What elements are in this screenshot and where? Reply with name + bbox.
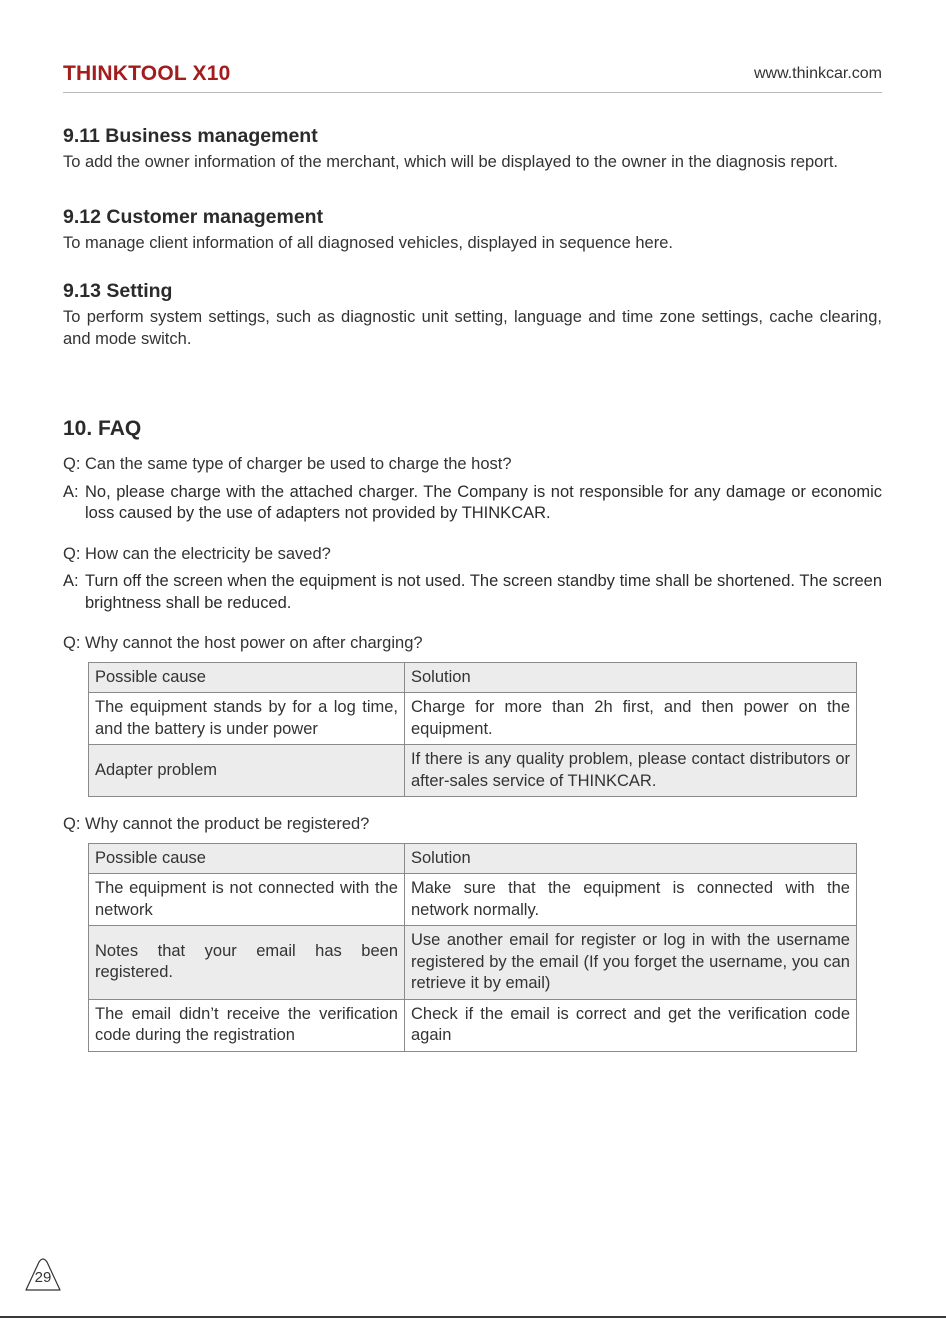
section-title: 9.11 Business management [63,125,318,147]
faq-answer: A: Turn off the screen when the equipment is not used. The screen standby time shall be shortened. The screen brightness shall be reduced. [63,572,882,612]
faq-item [63,454,882,525]
table-cell: Check if the email is correct and get the verification code again [405,999,857,1051]
table-header-cell: Possible cause [89,843,405,874]
faq-table-item [63,814,882,1052]
table-header-row [89,662,857,693]
section-body: To perform system settings, such as diagnostic unit setting, language and time zone settings, cache clearing, and mode switch. [63,308,882,348]
table-cell: Make sure that the equipment is connected with the network normally. [405,874,857,926]
table-row [89,693,857,745]
page-header [63,60,882,93]
faq-table-registration [88,843,857,1052]
bottom-divider [0,1316,946,1318]
table-row [89,874,857,926]
faq-table-item [63,633,882,797]
faq-question: Q: How can the electricity be saved? [63,544,331,563]
section-business-management [63,124,882,174]
faq-question: Q: Can the same type of charger be used to charge the host? [63,455,512,473]
table-cell: The equipment is not connected with the network [89,874,405,926]
table-header-cell: Solution [405,843,857,874]
section-title: 9.13 Setting [63,280,173,302]
table-cell: Notes that your email has been registered. [89,926,405,1000]
section-customer-management [63,205,882,255]
page-number-badge [22,1256,64,1294]
table-row [89,745,857,797]
table-header-cell: Solution [405,662,857,693]
faq-table-power [88,662,857,798]
table-cell: The equipment stands by for a log time, and the battery is under power [89,693,405,745]
table-cell: Charge for more than 2h first, and then power on the equipment. [405,693,857,745]
table-header-row [89,843,857,874]
section-title: 9.12 Customer management [63,205,324,228]
faq-title: 10. FAQ [63,417,142,440]
table-row [89,999,857,1051]
section-body: To add the owner information of the merchant, which will be displayed to the owner in the diagnosis report. [63,153,839,171]
table-cell: If there is any quality problem, please contact distributors or after-sales service of THINKCAR. [405,745,857,797]
faq-question: Q: Why cannot the product be registered? [63,815,370,833]
brand-title: THINKTOOL X10 [63,62,231,85]
page-content [63,124,882,1052]
faq-question: Q: Why cannot the host power on after charging? [63,634,423,652]
table-cell: The email didn’t receive the verification code during the registration [89,999,405,1051]
section-body: To manage client information of all diagnosed vehicles, displayed in sequence here. [63,233,673,252]
website-url: www.thinkcar.com [753,65,882,82]
page-number: 29 [34,1269,52,1286]
table-cell: Adapter problem [89,745,405,797]
faq-section [63,416,882,1052]
table-cell: Use another email for register or log in with the username registered by the email (If you forget the username, you can retrieve it by email) [405,926,857,1000]
table-header-cell: Possible cause [89,662,405,693]
faq-answer: A: No, please charge with the attached charger. The Company is not responsible for any damage or economic loss caused by the use of adapters not provided by THINKCAR. [63,482,882,522]
section-setting [63,279,882,350]
faq-item [63,544,882,615]
table-row [89,926,857,1000]
